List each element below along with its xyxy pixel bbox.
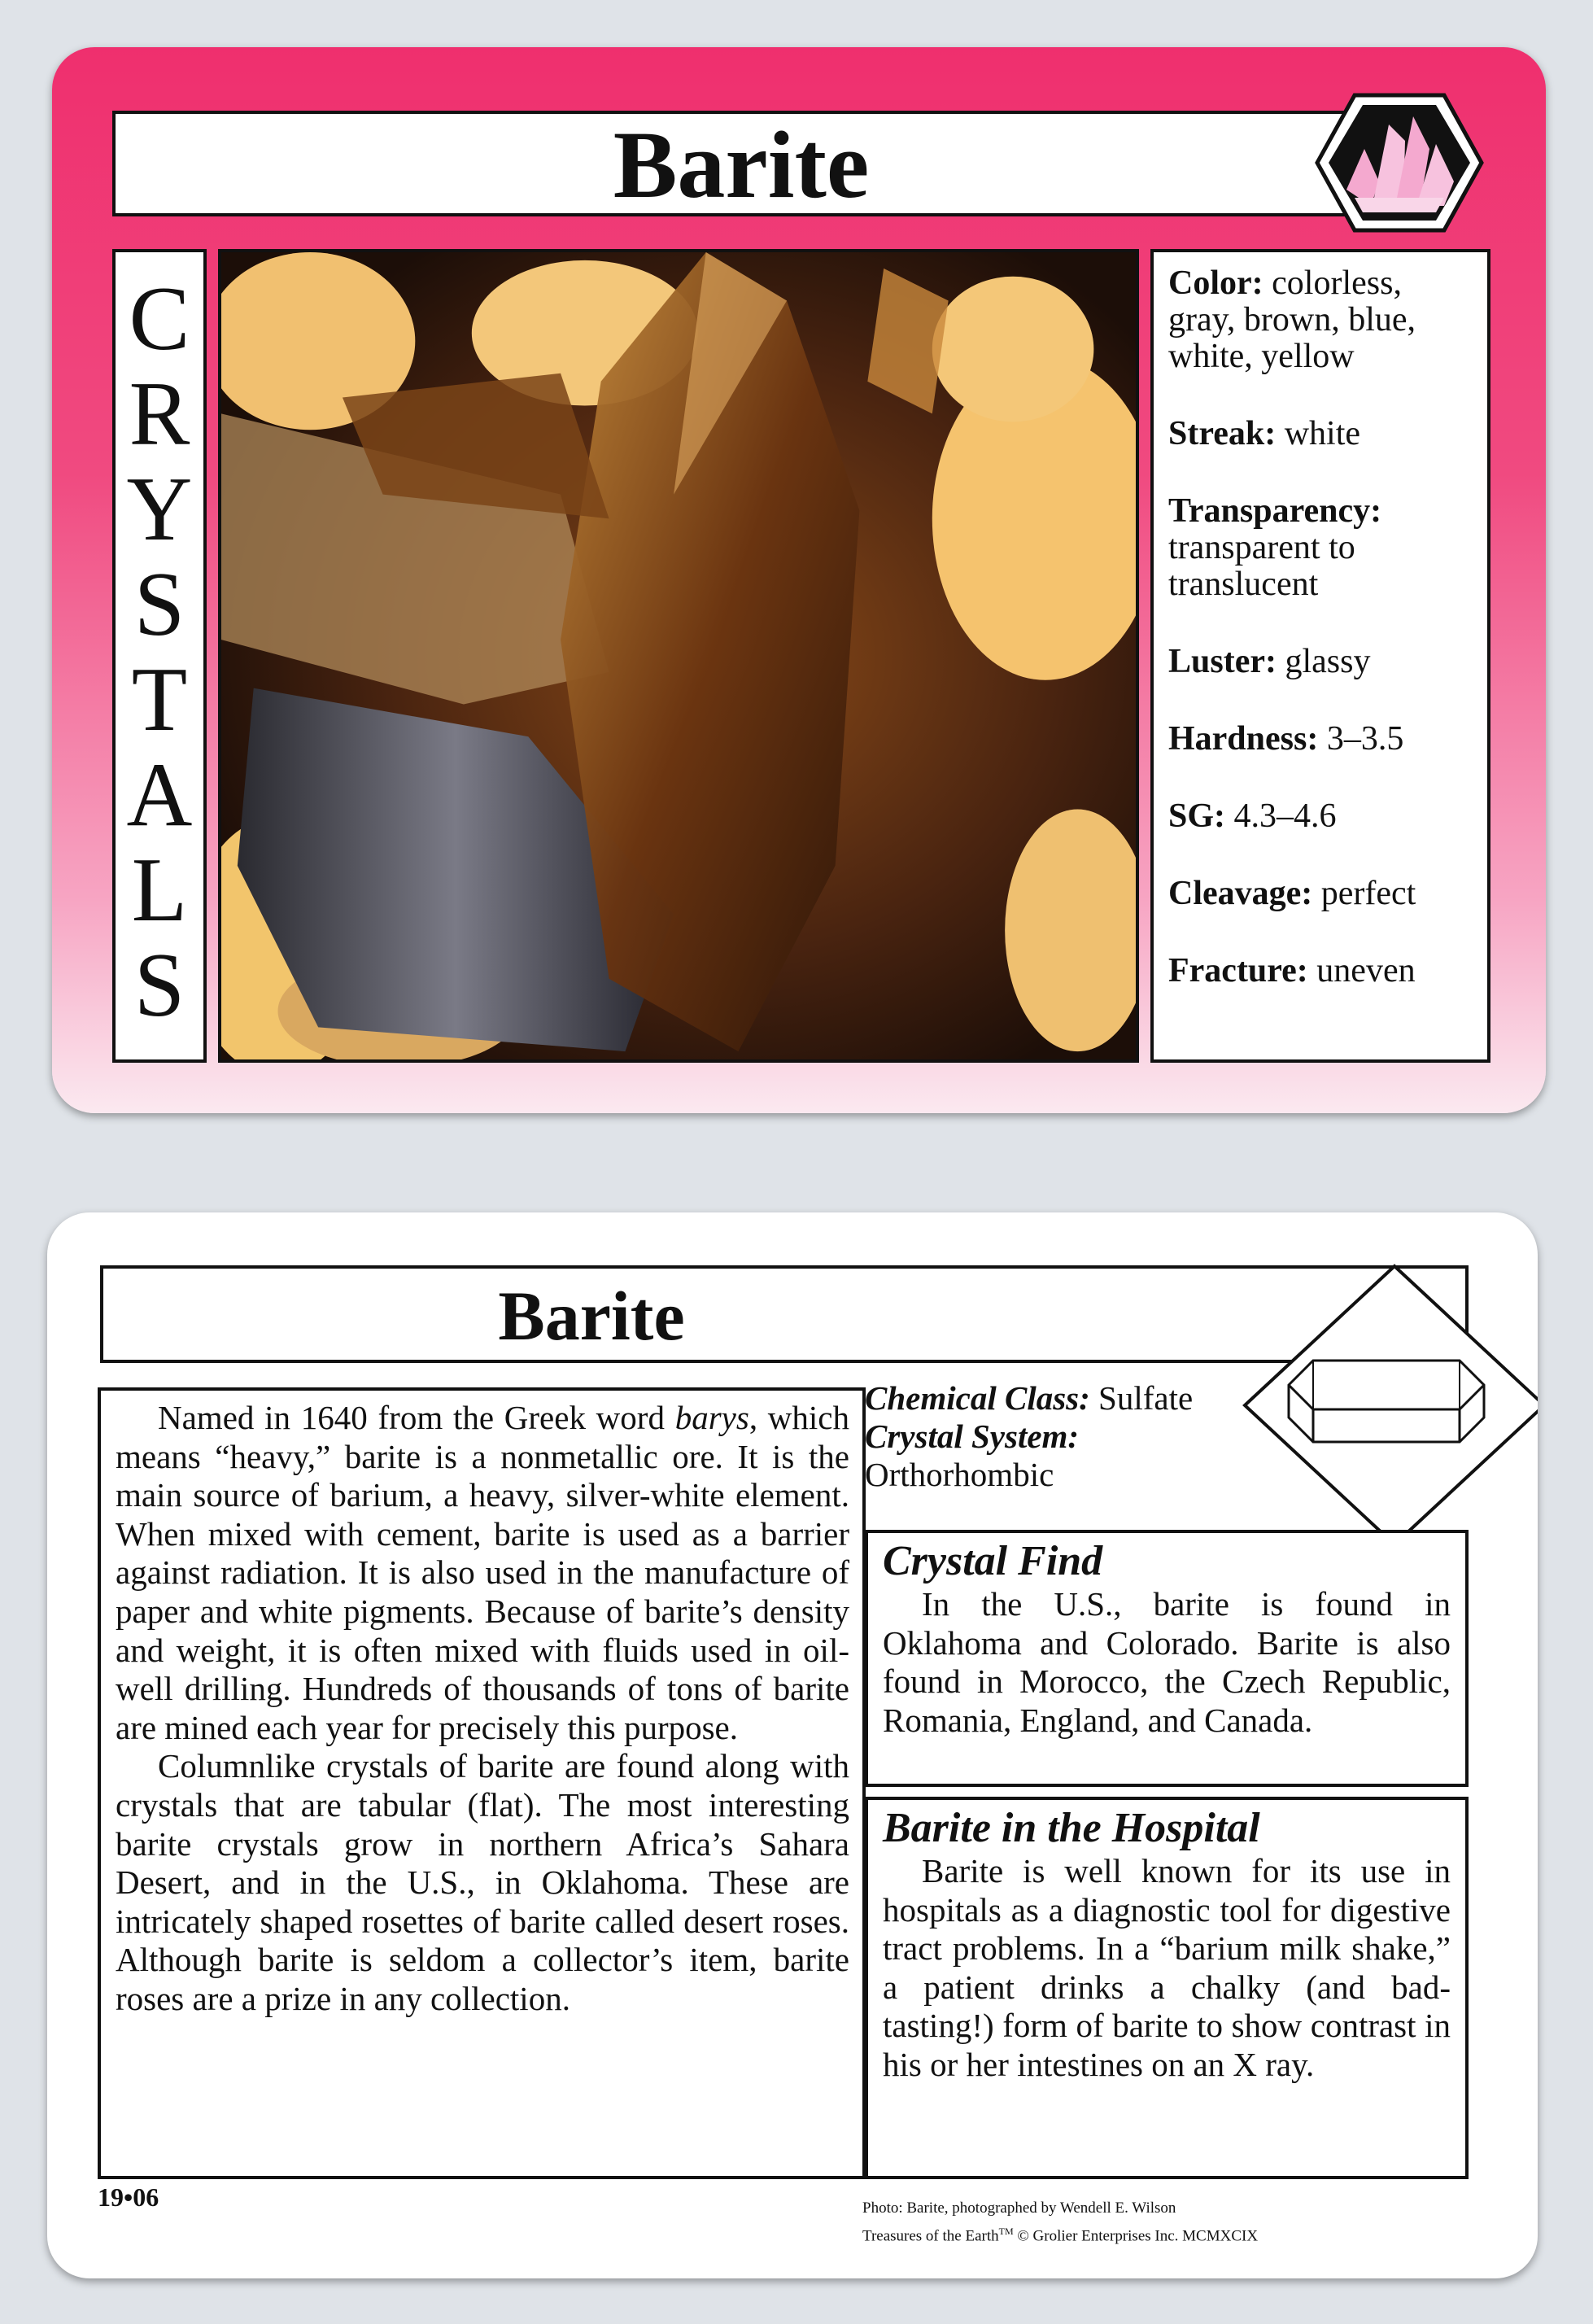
barite-crystal-image — [221, 252, 1136, 1059]
label-letter: C — [129, 269, 190, 369]
card-number: 19•06 — [98, 2182, 159, 2212]
orthorhombic-crystal-icon — [1240, 1263, 1538, 1548]
label-letter: L — [131, 840, 188, 941]
prop-color: Color: colorless, gray, brown, blue, white, yellow — [1168, 264, 1416, 375]
crystal-system-label: Crystal System: — [865, 1418, 1080, 1455]
prop-hardness: Hardness: 3–3.5 — [1168, 720, 1404, 758]
prop-transparency: Transparency: transparent to translucent — [1168, 492, 1382, 603]
card-front — [52, 47, 1546, 1113]
chemical-class-value: Sulfate — [1098, 1379, 1194, 1417]
crystals-vertical-label — [112, 249, 207, 1063]
description-paragraph: Named in 1640 from the Greek word barys, which means “heavy,” barite is a nonmetallic ore. It is the main source of barium, a heavy, silver-white element. When mixed with cement, barite is used as a barrier against radiation. It is also used in the manufacture of paper and white pigments. Because of barite’s density and weight, it is often mixed with fluids used in oil-well drilling. Hundreds of thousands of tons of barite are mined each year for precisely this purpose. — [116, 1399, 850, 1746]
description-paragraph: Columnlike crystals of barite are found along with crystals that are tabular (flat). The most interesting barite crystals grow in northern Africa’s Sahara Desert, and in the U.S., in Oklahoma. These are intricately shaped rosettes of barite called desert roses. Although barite is seldom a collector’s item, barite roses are a prize in any collection. — [116, 1747, 849, 2017]
chemistry-info — [865, 1379, 1239, 1494]
label-letter: S — [133, 935, 185, 1036]
hospital-panel — [865, 1797, 1469, 2179]
crystal-find-panel — [865, 1530, 1469, 1787]
crystal-cluster-icon — [1314, 92, 1485, 234]
crystal-system-value: Orthorhombic — [865, 1456, 1054, 1493]
prop-luster: Luster: glassy — [1168, 643, 1371, 680]
hospital-heading: Barite in the Hospital — [883, 1805, 1260, 1851]
chemical-class-label: Chemical Class: — [865, 1379, 1090, 1417]
properties-panel — [1150, 249, 1490, 1063]
label-letter: A — [126, 745, 193, 845]
copyright-line: Treasures of the Earth™ © Grolier Enterprises Inc. MCMXCIX — [862, 2226, 1259, 2245]
description-panel — [98, 1387, 866, 2179]
prop-cleavage: Cleavage: perfect — [1168, 875, 1416, 912]
hospital-text: Barite is well known for its use in hospitals as a diagnostic tool for digestive tract problems. In a “barium milk shake,” a patient drinks a chalky (and bad-tasting!) form of barite to show contrast in his or her intestines on an X ray. — [883, 1852, 1451, 2083]
card-title: Barite — [613, 111, 870, 218]
credits — [862, 2197, 1258, 2248]
card-back — [47, 1212, 1538, 2278]
crystal-find-heading: Crystal Find — [883, 1538, 1103, 1584]
crystal-find-text: In the U.S., barite is found in Oklahoma and Colorado. Barite is also found in Morocco, the Czech Republic, Romania, England, and Canada. — [883, 1585, 1451, 1739]
label-letter: Y — [126, 459, 193, 560]
label-letter: S — [133, 554, 185, 655]
photo-credit: Photo: Barite, photographed by Wendell E. Wilson — [862, 2200, 1176, 2217]
label-letter: R — [129, 364, 190, 465]
mineral-photo — [218, 249, 1139, 1063]
card-title: Barite — [498, 1277, 685, 1355]
title-banner — [112, 111, 1370, 216]
prop-streak: Streak: white — [1168, 415, 1361, 452]
label-letter: T — [131, 649, 188, 750]
prop-fracture: Fracture: uneven — [1168, 952, 1416, 989]
prop-sg: SG: 4.3–4.6 — [1168, 797, 1337, 835]
